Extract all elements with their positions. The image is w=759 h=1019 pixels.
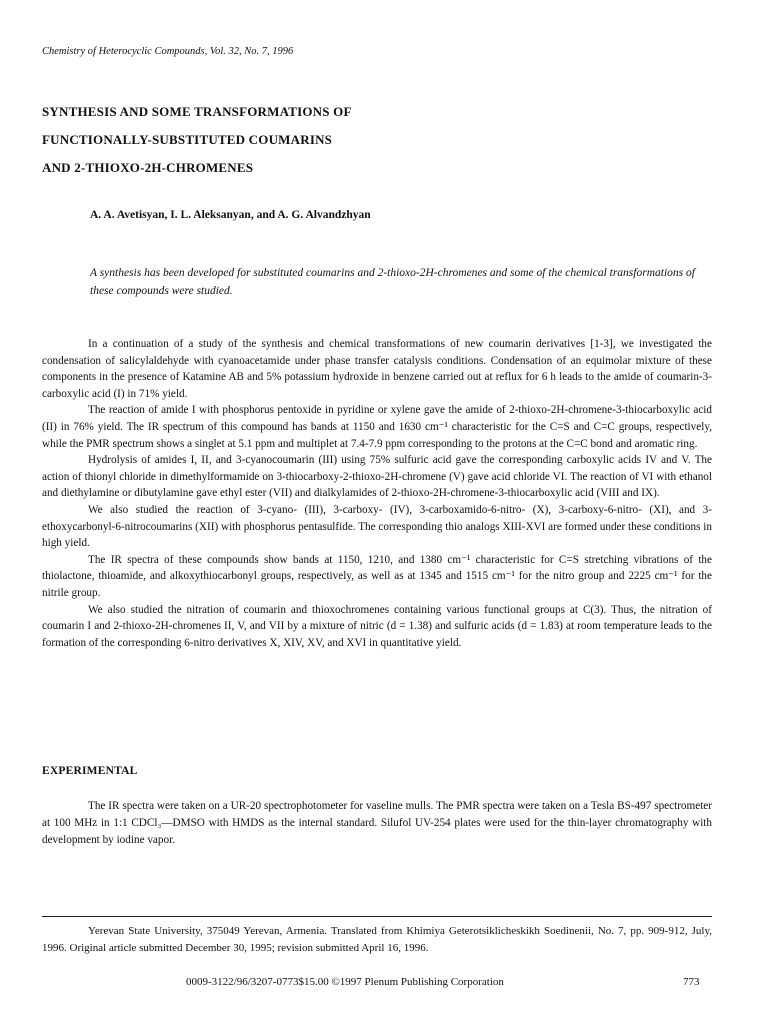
- footnote: [42, 923, 712, 957]
- author-list: A. A. Avetisyan, I. L. Aleksanyan, and A. G. Alvandzhyan: [90, 209, 371, 221]
- abstract: A synthesis has been developed for substituted coumarins and 2-thioxo-2H-chromenes and some of the chemical transformations of these compounds were studied.: [90, 267, 695, 297]
- body-paragraph: In a continuation of a study of the synthesis and chemical transformations of new coumarin derivatives [1-3], we investigated the condensation of salicylaldehyde with cyanoacetamide under phase transfer catalysis conditions. Condensation of an equimolar mixture of these components in the presence of Katamine AB and 5% potassium hydroxide in benzene carried out at reflux for 6 h leads to the amide of coumarin-3-carboxylic acid (I) in 71% yield.: [42, 338, 712, 400]
- body-paragraph: We also studied the reaction of 3-cyano- (III), 3-carboxy- (IV), 3-carboxamido-6-nitro- (X), 3-carboxy-6-nitro- (XI), and 3-ethoxycarbonyl-6-nitrocoumarins (XII) with phosphorus pentasulfide. The corresponding thio analogs XIII-XVI are formed under these conditions in high yield.: [42, 503, 712, 550]
- experimental-text: [42, 798, 712, 849]
- page-number: 773: [683, 976, 700, 988]
- experimental-paragraph: The IR spectra were taken on a UR-20 spectrophotometer for vaseline mulls. The PMR spectra were taken on a Tesla BS-497 spectrometer at 100 MHz in 1:1 CDCl₃—DMSO with HMDS as the internal standard. Silufol UV-254 plates were used for the thin-layer chromatography with development by iodine vapor.: [42, 800, 712, 846]
- title-line: AND 2-THIOXO-2H-CHROMENES: [42, 160, 254, 175]
- section-heading: EXPERIMENTAL: [42, 765, 138, 777]
- title-line: FUNCTIONALLY-SUBSTITUTED COUMARINS: [42, 132, 333, 147]
- copyright-line: 0009-3122/96/3207-0773$15.00 ©1997 Plenum Publishing Corporation: [186, 976, 504, 988]
- body-paragraph: We also studied the nitration of coumarin and thioxochromenes containing various functional groups at C(3). Thus, the nitration of coumarin I and 2-thioxo-2H-chromenes II, V, and VII by a mixture of nitric (d = 1.38) and sulfuric acids (d = 1.83) at room temperature leads to the formation of the corresponding 6-nitro derivatives X, XIV, XV, and XVI in quantitative yield.: [42, 603, 712, 649]
- article-title: [42, 98, 602, 182]
- body-paragraph: The reaction of amide I with phosphorus pentoxide in pyridine or xylene gave the amide of 2-thioxo-2H-chromene-3-thiocarboxylic acid (II) in 76% yield. The IR spectrum of this compound has bands at 1150 and 1630 cm⁻¹ characteristic for the C=S and C=C groups, respectively, while the PMR spectrum shows a singlet at 5.1 ppm and multiplet at 7.4-7.9 ppm corresponding to the protons at the C=C bond and aromatic ring.: [42, 404, 712, 450]
- footnote-divider: [42, 916, 712, 917]
- title-line: SYNTHESIS AND SOME TRANSFORMATIONS OF: [42, 104, 352, 119]
- body-paragraph: The IR spectra of these compounds show bands at 1150, 1210, and 1380 cm⁻¹ characteristic for C=S stretching vibrations of the thiolactone, thioamide, and alkoxythiocarbonyl groups, respectively, as well as at 1345 and 1515 cm⁻¹ for the nitro group and 2225 cm⁻¹ for the nitrile group.: [42, 553, 712, 599]
- journal-citation: Chemistry of Heterocyclic Compounds, Vol. 32, No. 7, 1996: [42, 46, 294, 57]
- footnote-text: Yerevan State University, 375049 Yerevan, Armenia. Translated from Khimiya Geterotsiklicheskikh Soedinenii, No. 7, pp. 909-912, July, 1996. Original article submitted December 30, 1995; revision submitted April 16, 1996.: [42, 925, 712, 954]
- body-paragraph: Hydrolysis of amides I, II, and 3-cyanocoumarin (III) using 75% sulfuric acid gave the corresponding carboxylic acids IV and V. The action of thionyl chloride in dimethylformamide on 3-thiocarboxy-2-thioxo-2H-chromene (V) gave acid chloride VI. The reaction of VI with ethanol and diethylamine or dibutylamine gave ethyl ester (VII) and dialkylamides of 2-thioxo-2H-chromene-3-thiocarboxylic acid (VIII and IX).: [42, 454, 712, 500]
- body-text: [42, 336, 712, 651]
